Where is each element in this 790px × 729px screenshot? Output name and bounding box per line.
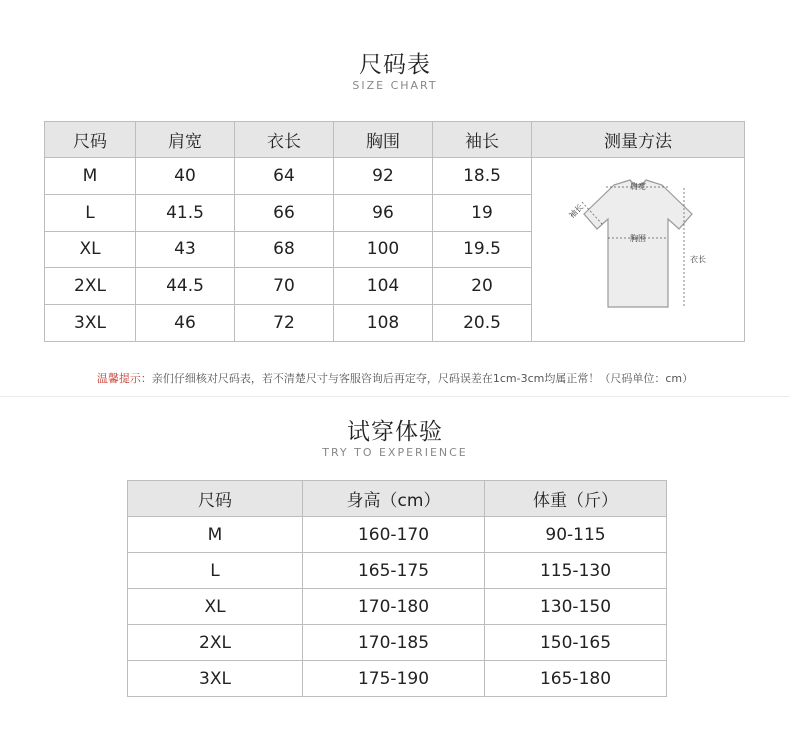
trial-title: 试穿体验 xyxy=(347,419,443,445)
cell-sleeve: 19 xyxy=(433,194,532,231)
table-row xyxy=(128,553,667,589)
length-label: 衣长 xyxy=(690,255,706,264)
trial-subtitle: TRY TO EXPERIENCE xyxy=(322,446,468,459)
cell-size: 3XL xyxy=(45,305,136,342)
cell-weight: 130-150 xyxy=(485,589,667,625)
cell-chest: 104 xyxy=(334,268,433,305)
size-chart-title: 尺码表 xyxy=(359,52,431,78)
tshirt-outline xyxy=(584,180,692,307)
cell-sleeve: 19.5 xyxy=(433,231,532,268)
cell-chest: 96 xyxy=(334,194,433,231)
cell-size: L xyxy=(128,553,303,589)
cell-size: 2XL xyxy=(128,625,303,661)
cell-shoulder: 46 xyxy=(136,305,235,342)
trial-table xyxy=(127,480,667,697)
cell-shoulder: 40 xyxy=(136,158,235,195)
cell-size: M xyxy=(128,517,303,553)
cell-height: 160-170 xyxy=(303,517,485,553)
cell-shoulder: 41.5 xyxy=(136,194,235,231)
cell-length: 72 xyxy=(235,305,334,342)
cell-shoulder: 43 xyxy=(136,231,235,268)
table-row xyxy=(128,661,667,697)
cell-size: 3XL xyxy=(128,661,303,697)
cell-height: 175-190 xyxy=(303,661,485,697)
cell-length: 64 xyxy=(235,158,334,195)
cell-weight: 150-165 xyxy=(485,625,667,661)
header-sleeve: 袖长 xyxy=(433,122,532,158)
chest-label: 胸围 xyxy=(630,234,646,243)
table-row xyxy=(45,158,745,195)
cell-chest: 108 xyxy=(334,305,433,342)
cell-sleeve: 20.5 xyxy=(433,305,532,342)
table-row xyxy=(128,517,667,553)
cell-size: L xyxy=(45,194,136,231)
cell-length: 66 xyxy=(235,194,334,231)
size-chart-subtitle: SIZE CHART xyxy=(352,79,438,92)
cell-weight: 165-180 xyxy=(485,661,667,697)
cell-size: 2XL xyxy=(45,268,136,305)
cell-size: XL xyxy=(128,589,303,625)
header-size: 尺码 xyxy=(128,481,303,517)
shoulder-label: 肩宽 xyxy=(630,182,646,191)
sleeve-label: 袖长 xyxy=(567,202,586,221)
cell-height: 170-185 xyxy=(303,625,485,661)
size-chart-table xyxy=(44,121,745,342)
header-chest: 胸围 xyxy=(334,122,433,158)
cell-height: 165-175 xyxy=(303,553,485,589)
cell-weight: 115-130 xyxy=(485,553,667,589)
cell-chest: 100 xyxy=(334,231,433,268)
cell-length: 70 xyxy=(235,268,334,305)
cell-length: 68 xyxy=(235,231,334,268)
section-divider xyxy=(0,396,790,397)
cell-size: XL xyxy=(45,231,136,268)
tip-note xyxy=(0,370,790,386)
header-height: 身高（cm） xyxy=(303,481,485,517)
measure-diagram-cell xyxy=(532,158,745,342)
cell-height: 170-180 xyxy=(303,589,485,625)
header-shoulder: 肩宽 xyxy=(136,122,235,158)
cell-size: M xyxy=(45,158,136,195)
cell-sleeve: 18.5 xyxy=(433,158,532,195)
tip-text: 亲们仔细核对尺码表，若不清楚尺寸与客服咨询后再定夺，尺码误差在1cm-3cm均属正常！（尺码单位：cm） xyxy=(151,372,694,385)
header-weight: 体重（斤） xyxy=(485,481,667,517)
cell-chest: 92 xyxy=(334,158,433,195)
table-row xyxy=(128,589,667,625)
cell-sleeve: 20 xyxy=(433,268,532,305)
header-size: 尺码 xyxy=(45,122,136,158)
header-measure-method: 测量方法 xyxy=(532,122,745,158)
size-table-header-row xyxy=(45,122,745,158)
header-length: 衣长 xyxy=(235,122,334,158)
table-row xyxy=(128,625,667,661)
trial-table-header-row xyxy=(128,481,667,517)
cell-shoulder: 44.5 xyxy=(136,268,235,305)
cell-weight: 90-115 xyxy=(485,517,667,553)
tshirt-measure-diagram xyxy=(532,158,745,336)
tip-label: 温馨提示： xyxy=(96,372,152,385)
